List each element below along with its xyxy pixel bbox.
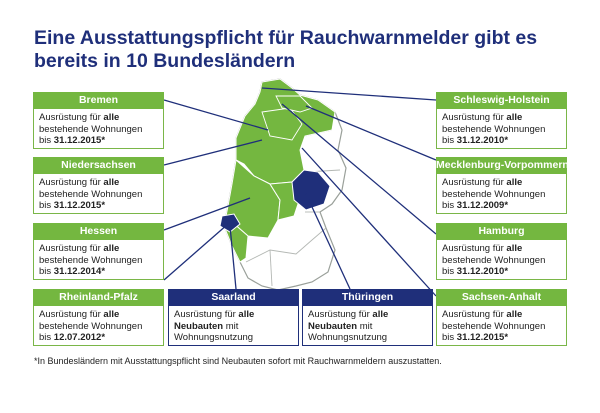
state-details: Ausrüstung für alle bestehende Wohnungen bis 31.12.2015* [33,174,164,214]
state-details: Ausrüstung für alle bestehende Wohnungen bis 12.07.2012* [33,306,164,346]
state-name: Schleswig-Holstein [436,92,567,109]
state-details: Ausrüstung für alle Neubauten mit Wohnungsnutzung [168,306,299,346]
state-card-bremen [33,92,164,149]
state-name: Sachsen-Anhalt [436,289,567,306]
state-card-hamburg [436,223,567,280]
state-card-niedersachsen [33,157,164,214]
state-card-mecklenburg-vorpommern [436,157,567,214]
state-name: Bremen [33,92,164,109]
state-details: Ausrüstung für alle bestehende Wohnungen bis 31.12.2015* [436,306,567,346]
state-card-sachsen-anhalt [436,289,567,346]
state-name: Saarland [168,289,299,306]
state-name: Hessen [33,223,164,240]
state-card-saarland [168,289,299,346]
state-details: Ausrüstung für alle bestehende Wohnungen bis 31.12.2010* [436,109,567,149]
state-details: Ausrüstung für alle bestehende Wohnungen bis 31.12.2015* [33,109,164,149]
state-details: Ausrüstung für alle bestehende Wohnungen bis 31.12.2009* [436,174,567,214]
state-name: Thüringen [302,289,433,306]
state-name: Rheinland-Pfalz [33,289,164,306]
state-details: Ausrüstung für alle Neubauten mit Wohnungsnutzung [302,306,433,346]
state-card-rheinland-pfalz [33,289,164,346]
state-name: Mecklenburg-Vorpommern [436,157,567,174]
state-name: Niedersachsen [33,157,164,174]
state-details: Ausrüstung für alle bestehende Wohnungen bis 31.12.2014* [33,240,164,280]
footnote: *In Bundesländern mit Ausstattungspflicht sind Neubauten sofort mit Rauchwarnmeldern auszustatten. [34,356,442,366]
title-line-2: bereits in 10 Bundesländern [34,50,296,72]
title-line-1: Eine Ausstattungspflicht für Rauchwarnmelder gibt es [34,27,538,49]
state-details: Ausrüstung für alle bestehende Wohnungen bis 31.12.2010* [436,240,567,280]
state-card-hessen [33,223,164,280]
state-card-schleswig-holstein [436,92,567,149]
state-card-thueringen [302,289,433,346]
state-name: Hamburg [436,223,567,240]
